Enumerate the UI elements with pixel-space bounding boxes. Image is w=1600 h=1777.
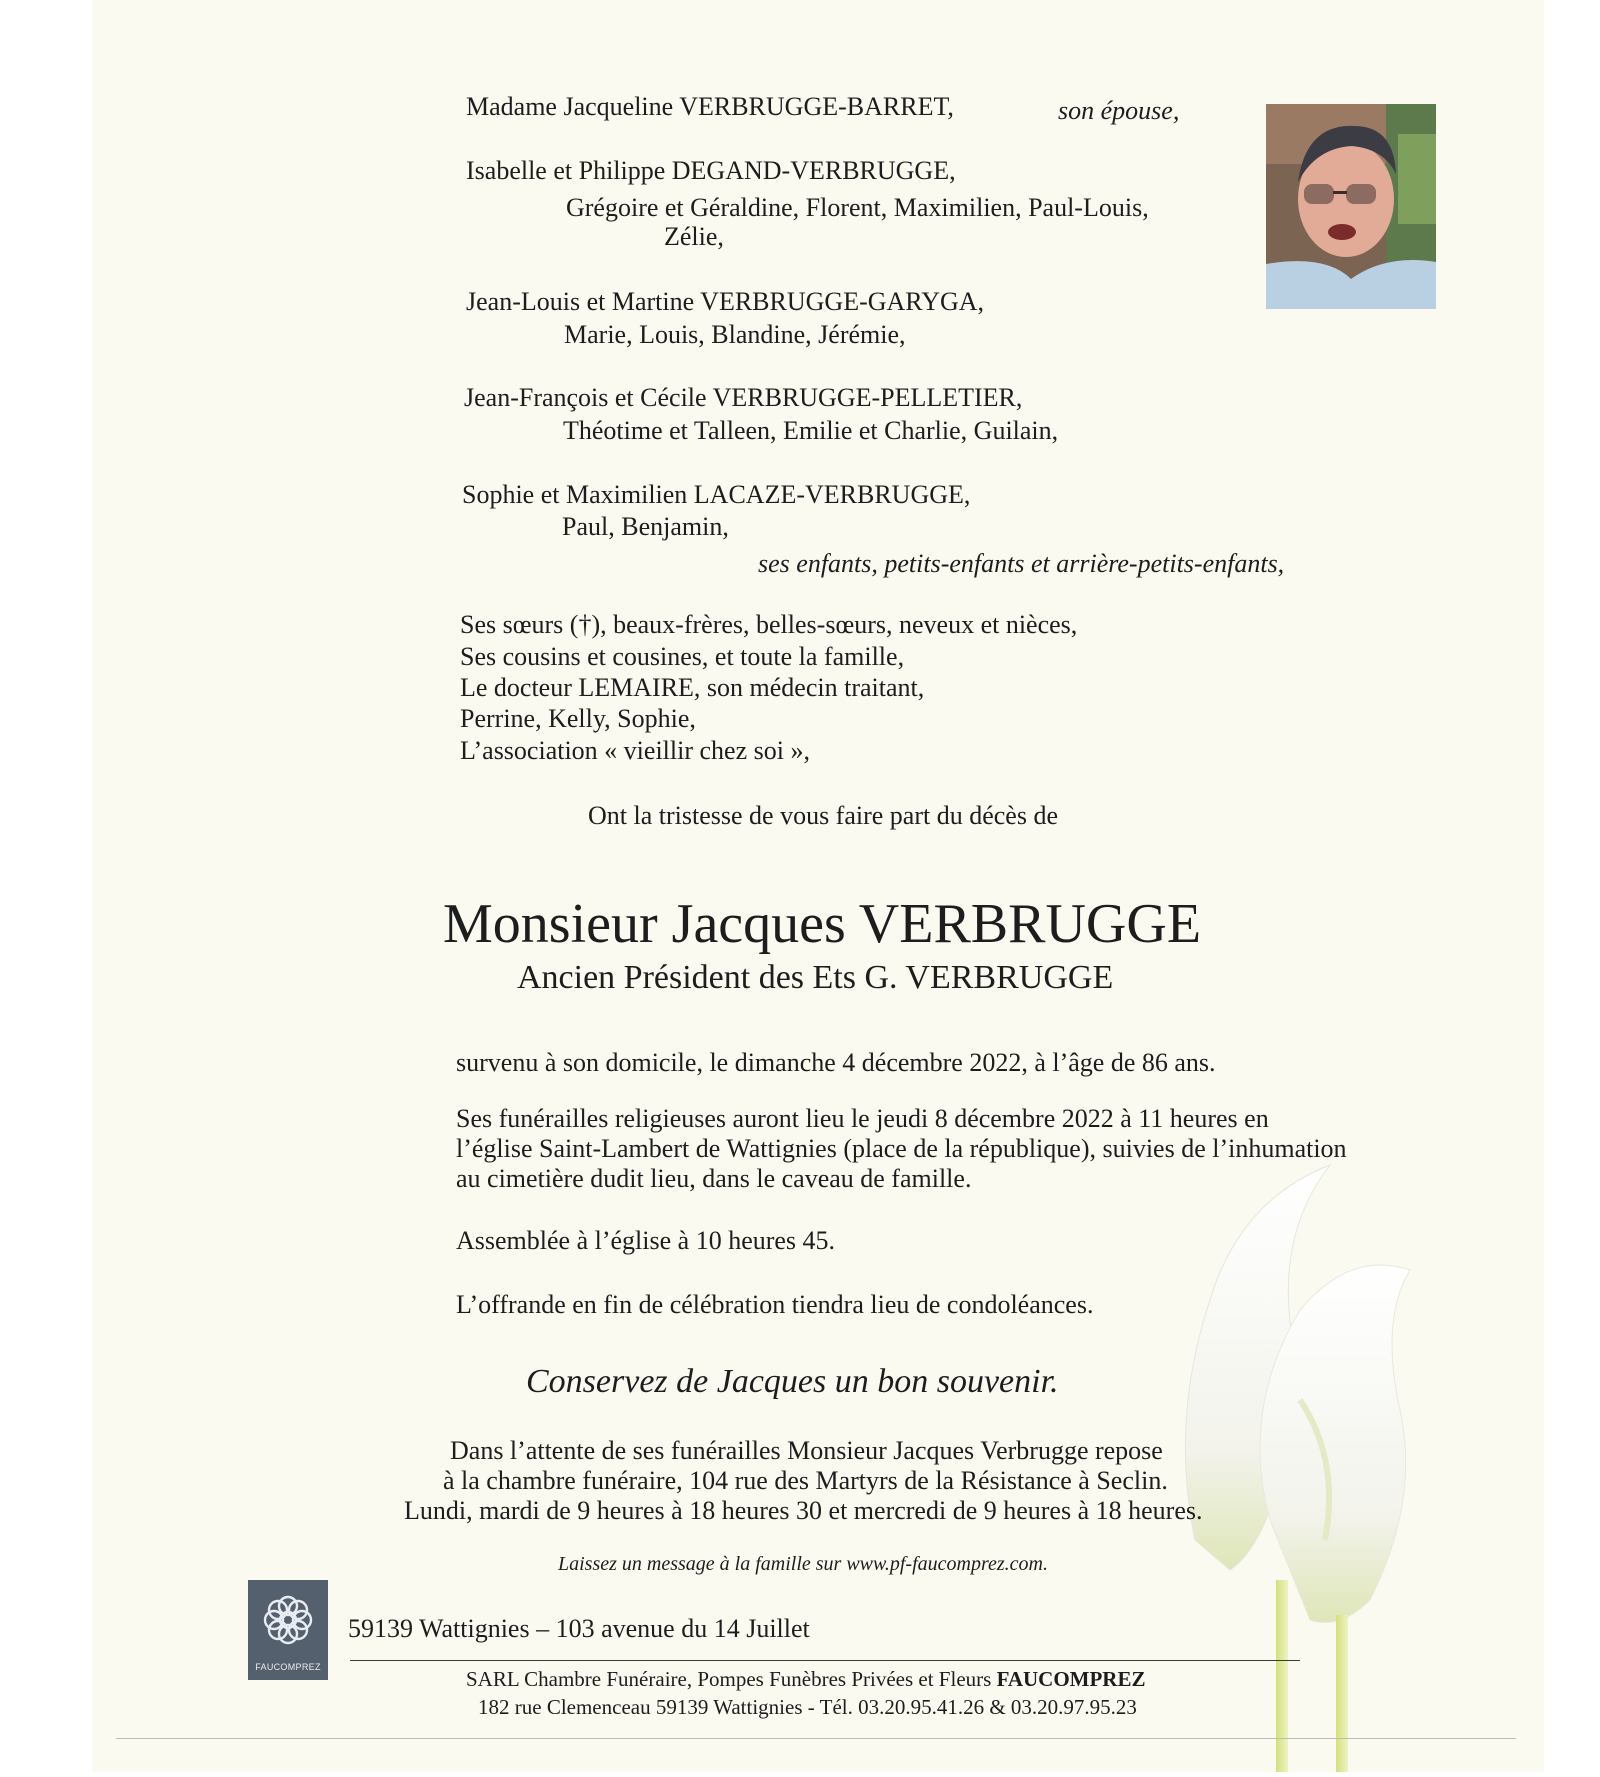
footer-divider [350, 1660, 1300, 1661]
online-message-note: Laissez un message à la famille sur www.pf-faucomprez.com. [558, 1553, 1048, 1575]
household-4-children: Paul, Benjamin, [562, 512, 729, 541]
repose-line-2: à la chambre funéraire, 104 rue des Martyrs de la Résistance à Seclin. [443, 1466, 1168, 1495]
flower-emblem-icon [248, 1580, 328, 1660]
announcement: Ont la tristesse de vous faire part du décès de [588, 801, 1059, 830]
household-2-children: Marie, Louis, Blandine, Jérémie, [564, 320, 906, 349]
funeral-line-2: l’église Saint-Lambert de Wattignies (place de la république), suivies de l’inhumation [456, 1134, 1347, 1163]
page-bottom-divider [116, 1738, 1516, 1739]
logo-text: FAUCOMPREZ [255, 1662, 321, 1672]
others-line-2: Ses cousins et cousines, et toute la famille, [460, 642, 905, 671]
others-line-5: L’association « vieillir chez soi », [460, 736, 810, 765]
others-line-3: Le docteur LEMAIRE, son médecin traitant, [460, 673, 925, 702]
company-prefix: SARL Chambre Funéraire, Pompes Funèbres Privées et Fleurs [466, 1667, 997, 1691]
deceased-title: Ancien Président des Ets G. VERBRUGGE [517, 959, 1114, 996]
spouse-relation: son épouse, [1058, 96, 1180, 125]
others-line-4: Perrine, Kelly, Sophie, [460, 704, 696, 733]
household-3-couple: Jean-François et Cécile VERBRUGGE-PELLETIER, [464, 383, 1023, 412]
spouse-name: Madame Jacqueline VERBRUGGE-BARRET, [466, 92, 954, 121]
company-contact: 182 rue Clemenceau 59139 Wattignies - Tél. 03.20.95.41.26 & 03.20.97.95.23 [478, 1695, 1137, 1719]
household-2-couple: Jean-Louis et Martine VERBRUGGE-GARYGA, [466, 287, 985, 316]
company-line [466, 1666, 1146, 1692]
household-1-children-cont: Zélie, [664, 222, 724, 251]
household-1-couple: Isabelle et Philippe DEGAND-VERBRUGGE, [466, 156, 956, 185]
deceased-name: Monsieur Jacques VERBRUGGE [443, 893, 1202, 955]
offering-note: L’offrande en fin de célébration tiendra lieu de condoléances. [456, 1290, 1094, 1319]
repose-line-1: Dans l’attente de ses funérailles Monsieur Jacques Verbrugge repose [450, 1436, 1163, 1465]
household-4-couple: Sophie et Maximilien LACAZE-VERBRUGGE, [462, 480, 971, 509]
death-details: survenu à son domicile, le dimanche 4 décembre 2022, à l’âge de 86 ans. [456, 1048, 1216, 1077]
footer-address: 59139 Wattignies – 103 avenue du 14 Juillet [348, 1614, 810, 1643]
portrait-photo [1266, 104, 1436, 309]
assembly-time: Assemblée à l’église à 10 heures 45. [456, 1226, 836, 1255]
others-line-1: Ses sœurs (†), beaux-frères, belles-sœurs, neveux et nièces, [460, 610, 1078, 639]
household-3-children: Théotime et Talleen, Emilie et Charlie, Guilain, [563, 416, 1059, 445]
remembrance-line: Conservez de Jacques un bon souvenir. [526, 1363, 1059, 1400]
funeral-line-3: au cimetière dudit lieu, dans le caveau de famille. [456, 1164, 972, 1193]
children-relation: ses enfants, petits-enfants et arrière-petits-enfants, [758, 549, 1285, 578]
calla-lily-illustration [1150, 1160, 1460, 1772]
funeral-line-1: Ses funérailles religieuses auront lieu le jeudi 8 décembre 2022 à 11 heures en [456, 1104, 1269, 1133]
faucomprez-logo [248, 1580, 328, 1680]
company-name: FAUCOMPREZ [996, 1667, 1146, 1691]
household-1-children: Grégoire et Géraldine, Florent, Maximilien, Paul-Louis, [566, 193, 1149, 222]
repose-line-3: Lundi, mardi de 9 heures à 18 heures 30 et mercredi de 9 heures à 18 heures. [404, 1496, 1203, 1525]
